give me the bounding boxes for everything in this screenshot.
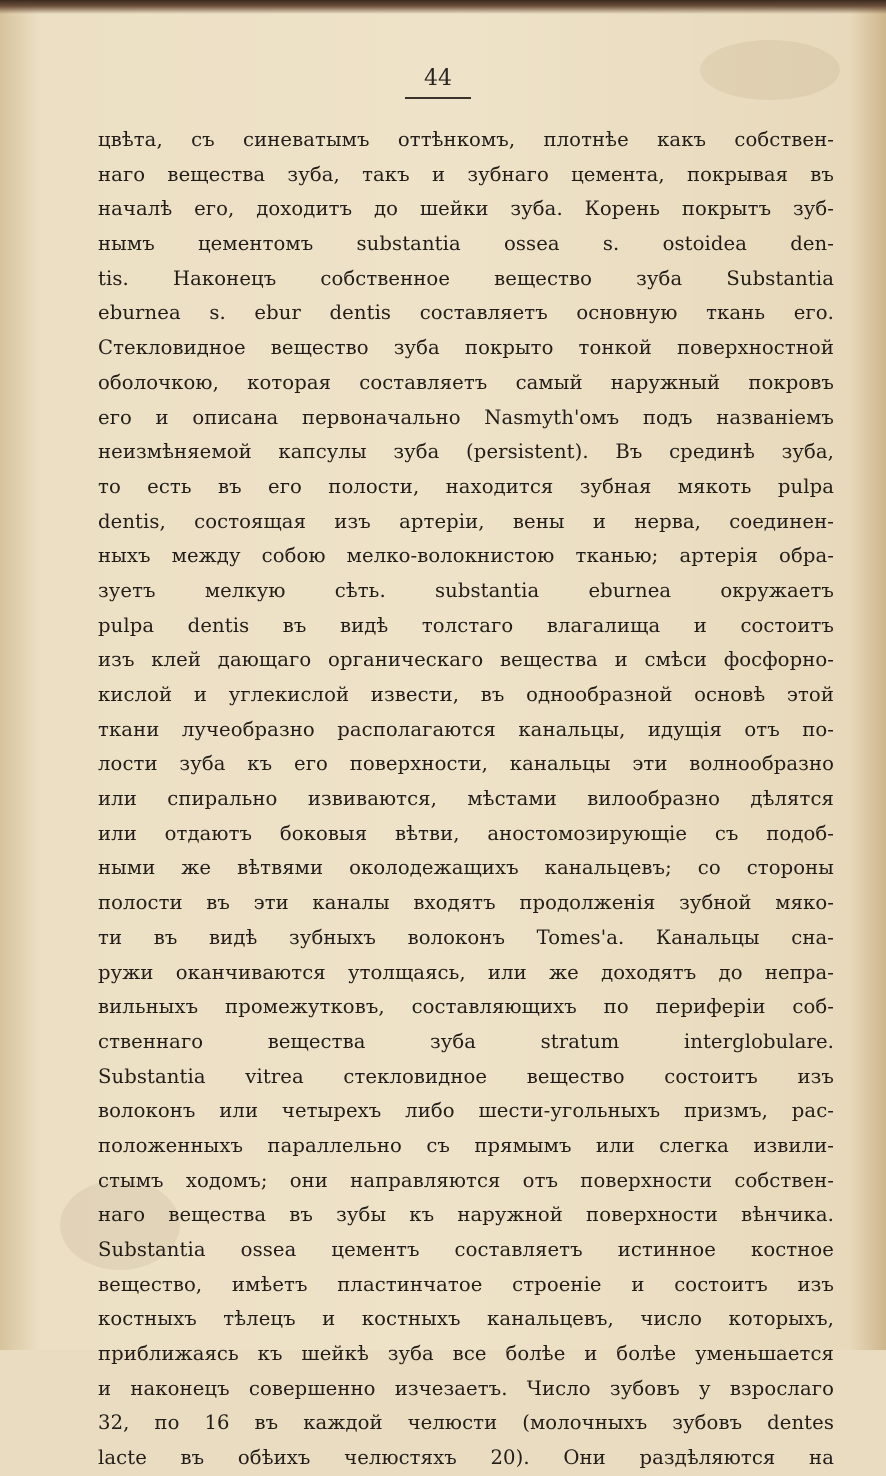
text-line: положенныхъ параллельно съ прямымъ или слегка извили- [98,1133,834,1157]
text-line: ными же вѣтвями околодежащихъ канальцевъ; со стороны [98,856,834,880]
text-line: началѣ его, доходитъ до шейки зуба. Корень покрытъ зуб- [98,197,834,221]
body-text [98,123,834,1476]
text-line: полости въ эти каналы входятъ продолженія зубной мяко- [98,891,834,915]
page-number: 44 [424,66,452,91]
text-line: лости зуба къ его поверхности, канальцы эти волнообразно [98,752,834,776]
page-number-rule [405,97,471,99]
text-line: зуетъ мелкую сѣть. substantia eburnea окружаетъ [98,578,834,602]
text-line: цвѣта, съ синеватымъ оттѣнкомъ, плотнѣе какъ собствен- [98,128,834,151]
text-line: изъ клей дающаго органическаго вещества и смѣси фосфорно- [98,648,834,672]
text-line: ныхъ между собою мелко-волокнистою тканью; артерія обра- [98,544,834,568]
text-line: и наконецъ совершенно изчезаетъ. Число зубовъ у взрослаго [98,1376,834,1400]
text-line: ственнаго вещества зуба stratum interglobulare. [98,1029,834,1053]
text-line: lacte въ обѣихъ челюстяхъ 20). Они раздѣляются на [98,1446,834,1470]
text-line: наго вещества въ зубы къ наружной поверхности вѣнчика. [98,1203,834,1227]
text-line: Substantia ossea цементъ составляетъ истинное костное [98,1238,834,1261]
text-line: вильныхъ промежутковъ, составляющихъ по периферіи соб- [98,995,834,1019]
text-line: нымъ цементомъ substantia ossea s. ostoidea den- [98,232,834,256]
text-line: eburnea s. ebur dentis составляетъ основную ткань его. [98,301,834,325]
paper-stain [700,40,840,100]
text-line: или отдаютъ боковыя вѣтви, аностомозирующіе съ подоб- [98,821,834,845]
text-line: ружи оканчиваются утолщаясь, или же доходятъ до непра- [98,960,834,984]
text-line: его и описана первоначально Nasmyth'омъ подъ названіемъ [98,405,834,429]
text-line: вещество, имѣетъ пластинчатое строеніе и состоитъ изъ [98,1272,834,1296]
text-line: костныхъ тѣлецъ и костныхъ канальцевъ, число которыхъ, [98,1307,834,1331]
text-line: приближаясь къ шейкѣ зуба все болѣе и болѣе уменьшается [98,1342,834,1366]
text-line: Substantia vitrea стекловидное вещество состоитъ изъ [98,1064,834,1088]
text-line: оболочкою, которая составляетъ самый наружный покровъ [98,370,834,394]
text-line: ткани лучеобразно располагаются канальцы, идущія отъ по- [98,717,834,741]
text-line: tis. Наконецъ собственное вещество зуба Substantia [98,266,834,290]
text-line: наго вещества зуба, такъ и зубнаго цемента, покрывая въ [98,162,834,186]
text-line: кислой и углекислой извести, въ однообразной основѣ этой [98,683,834,706]
text-line: dentis, состоящая изъ артеріи, вены и нерва, соединен- [98,509,834,533]
page-top-edge [0,0,886,14]
text-line: ти въ видѣ зубныхъ волоконъ Tomes'a. Канальцы сна- [98,925,834,949]
text-line: неизмѣняемой капсулы зуба (persistent). Въ срединѣ зуба, [98,440,834,464]
text-line: или спирально извиваются, мѣстами вилообразно дѣлятся [98,787,834,811]
text-line: Стекловидное вещество зуба покрыто тонкой поверхностной [98,336,834,360]
text-line: стымъ ходомъ; они направляются отъ поверхности собствен- [98,1168,834,1192]
text-line: 32, по 16 въ каждой челюсти (молочныхъ зубовъ dentes [98,1411,834,1435]
text-line: pulpa dentis въ видѣ толстаго влагалища и состоитъ [98,613,834,637]
text-line: волоконъ или четырехъ либо шести-угольныхъ призмъ, рас- [98,1099,834,1123]
text-line: то есть въ его полости, находится зубная мякоть pulpa [98,474,834,498]
